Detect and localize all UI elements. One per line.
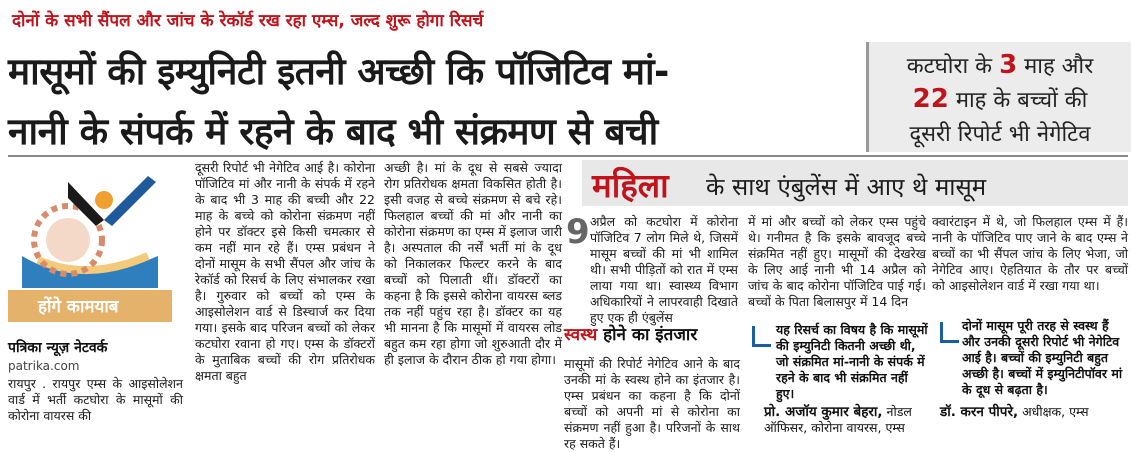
byline-agency: पत्रिका न्यूज़ नेटवर्क bbox=[8, 340, 108, 356]
quote-mark-icon bbox=[940, 322, 959, 343]
side-highlight-box bbox=[866, 42, 1131, 152]
main-headline bbox=[8, 42, 860, 162]
sidebox-line-1: कटघोरा के 3 माह और bbox=[906, 50, 1094, 80]
logo-banner: होंगे कामयाब bbox=[8, 290, 172, 322]
sub-headline-highlight: महिला bbox=[592, 166, 669, 205]
article-column-2: दूसरी रिपोर्ट भी नेगेटिव आई है। कोरोना पॉजिटिव मां और नानी के संपर्क में रहने के बाद भी 3 माह की बच्ची और 22 माह के बच्चे को कोरोना संक्रमण नहीं होने पर डॉक्टर इसे किसी चमत्कार से कम नहीं मान रहे हैं। एम्स प्रबंधन ने दोनों मासूम के सभी सैंपल और जांच के रेकॉर्ड को रिसर्च के लिए संभालकर रखा है। गुरुवार को बच्चों को एम्स के आइसोलेशन वार्ड से डिस्चार्ज कर दिया गया। इसके बाद परिजन बच्चों को लेकर कटघोरा रवाना हो गए। एम्स के डॉक्टरों के मुताबिक बच्चों की रोग प्रतिरोधक क्षमता बहुत bbox=[195, 160, 375, 383]
article-column-4: अप्रैल को कटघोरा में कोरोना पॉजिटिव 7 लोग मिले थे, जिसमें मासूम बच्चों की मां भी शामिल थी। सभी पीड़ितों को रात में एम्स लाया गया था। स्वास्थ्य विभाग अधिकारियों ने लापरवाही दिखाते हुए एक ही एंबुलेंस bbox=[590, 214, 738, 325]
headline-line-2: नानी के संपर्क में रहने के बाद भी संक्रमण से बची bbox=[8, 110, 658, 153]
byline-website: patrika.com bbox=[8, 359, 80, 373]
article-column-1: रायपुर . रायपुर एम्स के आइसोलेशन वार्ड में भर्ती कटघोरा के मासूमों की कोरोना वायरस की bbox=[8, 376, 183, 423]
article-column-5: में मां और बच्चों को लेकर एम्स पहुंचे थे। गनीमत है कि इसके बावजूद बच्चे संक्रमित नहीं हुए। मासूमों की देखरेख के लिए आई नानी भी 14 अप्रैल को जांच के बाद कोरोना पॉजिटिव पाई गई। बच्चों के पिता बिलासपुर में 14 दिन bbox=[748, 214, 926, 309]
campaign-logo bbox=[8, 160, 172, 328]
top-strap bbox=[6, 4, 518, 34]
drop-cap: 9 bbox=[566, 212, 590, 252]
section-subheading: स्वस्थ होने का इंतजार bbox=[564, 325, 698, 345]
article-column-6: क्वारंटाइन में थे, जो फिलहाल एम्स में हैं। नानी के पॉजिटिव पाए जाने के बाद एम्स ने बच्चों का भी सैंपल जांच के लिए भेजा, जो नेगेटिव आए। ऐहतियात के तौर पर बच्चों को आइसोलेशन वार्ड में रखा गया था। bbox=[932, 214, 1128, 293]
quote-attribution-2: डॉ. करन पीपरे, अधीक्षक, एम्स bbox=[940, 404, 1089, 420]
strap-text: दोनों के सभी सैंपल और जांच के रेकॉर्ड रख रहा एम्स, जल्द शुरू होगा रिसर्च bbox=[12, 11, 484, 31]
quote-attribution-1: प्रो. अजॉय कुमार बेहरा, नोडल ऑफिसर, कोरोना वायरस, एम्स bbox=[764, 404, 912, 435]
virus-figure-icon bbox=[8, 160, 172, 290]
sidebox-line-3: दूसरी रिपोर्ट भी नेगेटिव bbox=[909, 122, 1091, 147]
byline bbox=[8, 338, 183, 373]
quote-researcher: यह रिसर्च का विषय है कि मासूमों की इम्युनिटी कितनी अच्छी थी, जो संक्रमित मां-नानी के संपर्क में रहने के बाद भी संक्रमित नहीं हुए। bbox=[776, 322, 928, 401]
article-column-3: अच्छी है। मां के दूध से सबसे ज्यादा रोग प्रतिरोधक क्षमता विकसित होती है। इसी वजह से बच्चे संक्रमण से बचे रहे। फिलहाल बच्चों की मां और नानी का कोरोना संक्रमण का एम्स में इलाज जारी है। अस्पताल की नर्सें भर्ती मां के दूध को निकालकर फिल्टर करने के बाद बच्चों को पिलाती थीं। डॉक्टरों का कहना है कि इससे कोरोना वायरस ब्लड तक नहीं पहुंच रहा है। डॉक्टर का यह भी मानना है कि मासूमों में वायरस लोड बहुत कम रहा होगा जो शुरुआती दौर में ही इलाज के दौरान ठीक हो गया होगा। bbox=[384, 160, 562, 367]
headline-divider bbox=[8, 155, 1128, 157]
sidebox-line-2: 22 माह के बच्चों की bbox=[912, 84, 1088, 114]
headline-line-1: मासूमों की इम्युनिटी इतनी अच्छी कि पॉजिटिव मां- bbox=[8, 50, 669, 93]
quote-superintendent: दोनों मासूम पूरी तरह से स्वस्थ हैं और उनकी दूसरी रिपोर्ट भी नेगेटिव आई है। बच्चों की इम्युनिटी बहुत अच्छी है। बच्चों में इम्युनिटीपॉवर मां के दूध से बढ़ता है। bbox=[962, 318, 1123, 397]
sub-headline-text: के साथ एंबुलेंस में आए थे मासूम bbox=[706, 173, 987, 201]
quote-mark-icon bbox=[752, 326, 771, 347]
article-column-4b: मासूमों की रिपोर्ट नेगेटिव आने के बाद उनकी मां के स्वस्थ होने का इंतजार है। एम्स प्रबंधन का कहना है कि दोनों बच्चों को अपनी मां से कोरोना का संक्रमण नहीं हुआ है। परिजनों के साथ रह सकते हैं। bbox=[564, 356, 740, 451]
sub-headline bbox=[582, 160, 1128, 206]
